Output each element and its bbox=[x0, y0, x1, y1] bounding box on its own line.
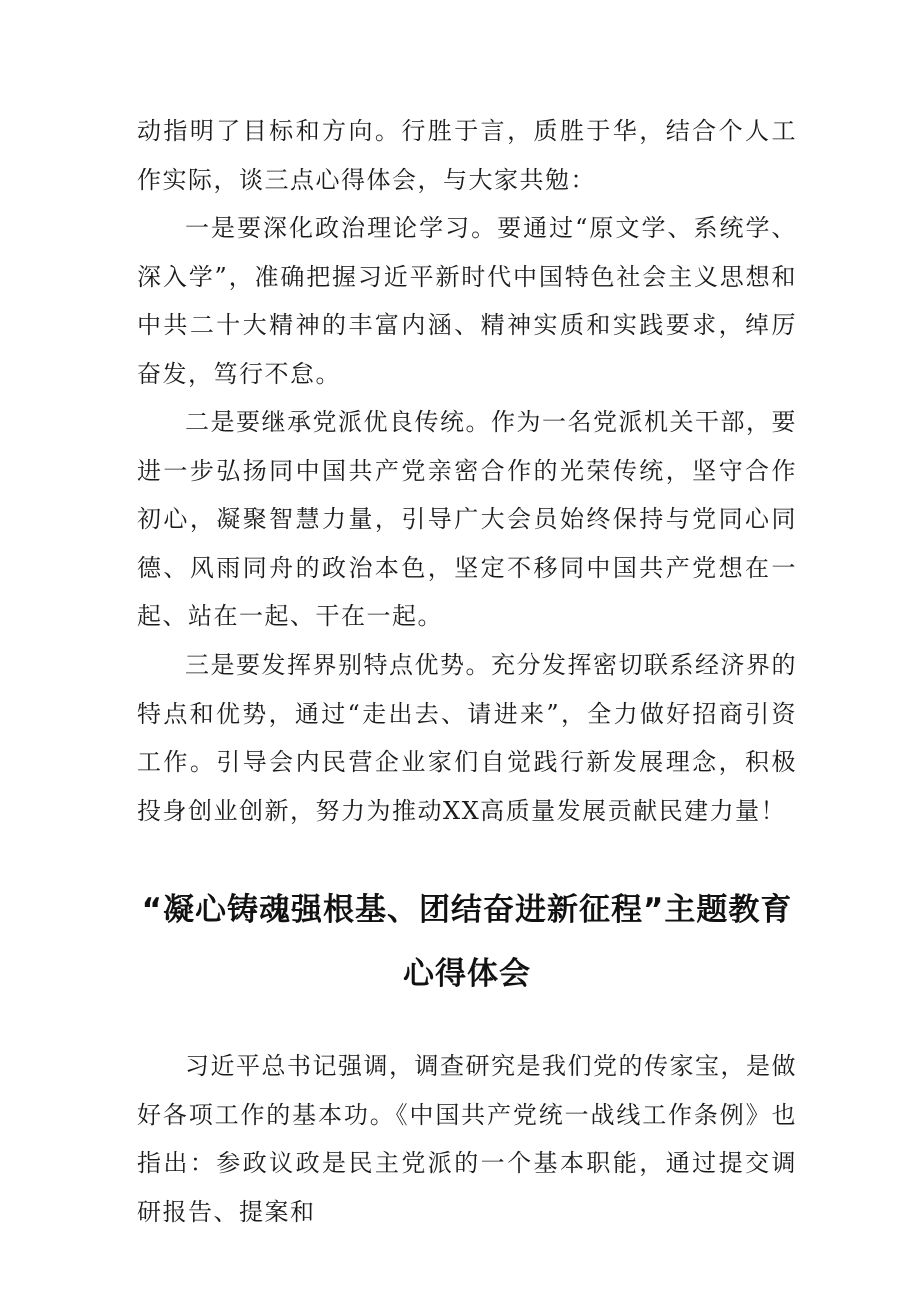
article-title: “凝心铸魂强根基、团结奋进新征程”主题教育心得体会 bbox=[141, 892, 793, 992]
article-intro-paragraph: 习近平总书记强调，调查研究是我们党的传家宝，是做好各项工作的基本功。《中国共产党统一战线工作条例》也指出：参政议政是民主党派的一个基本职能，通过提交调研报告、提案和 bbox=[137, 1052, 797, 1226]
point-one-paragraph: 一是要深化政治理论学习。要通过“原文学、系统学、深入学”，准确把握习近平新时代中国特色社会主义思想和中共二十大精神的丰富内涵、精神实质和实践要求，绰厉奋发，笃行不怠。 bbox=[137, 214, 797, 388]
point-three-paragraph: 三是要发挥界别特点优势。充分发挥密切联系经济界的特点和优势，通过“走出去、请进来”，全力做好招商引资工作。引导会内民营企业家们自觉践行新发展理念，积极投身创业创新，努力为推动XX高质量发展贡献民建力量！ bbox=[137, 651, 797, 825]
continuation-paragraph: 动指明了目标和方向。行胜于言，质胜于华，结合个人工作实际，谈三点心得体会，与大家共勉： bbox=[137, 117, 797, 194]
point-two-paragraph: 二是要继承党派优良传统。作为一名党派机关干部，要进一步弘扬同中国共产党亲密合作的光荣传统，坚守合作初心，凝聚智慧力量，引导广大会员始终保持与党同心同德、风雨同舟的政治本色，坚定不移同中国共产党想在一起、站在一起、干在一起。 bbox=[137, 408, 797, 630]
